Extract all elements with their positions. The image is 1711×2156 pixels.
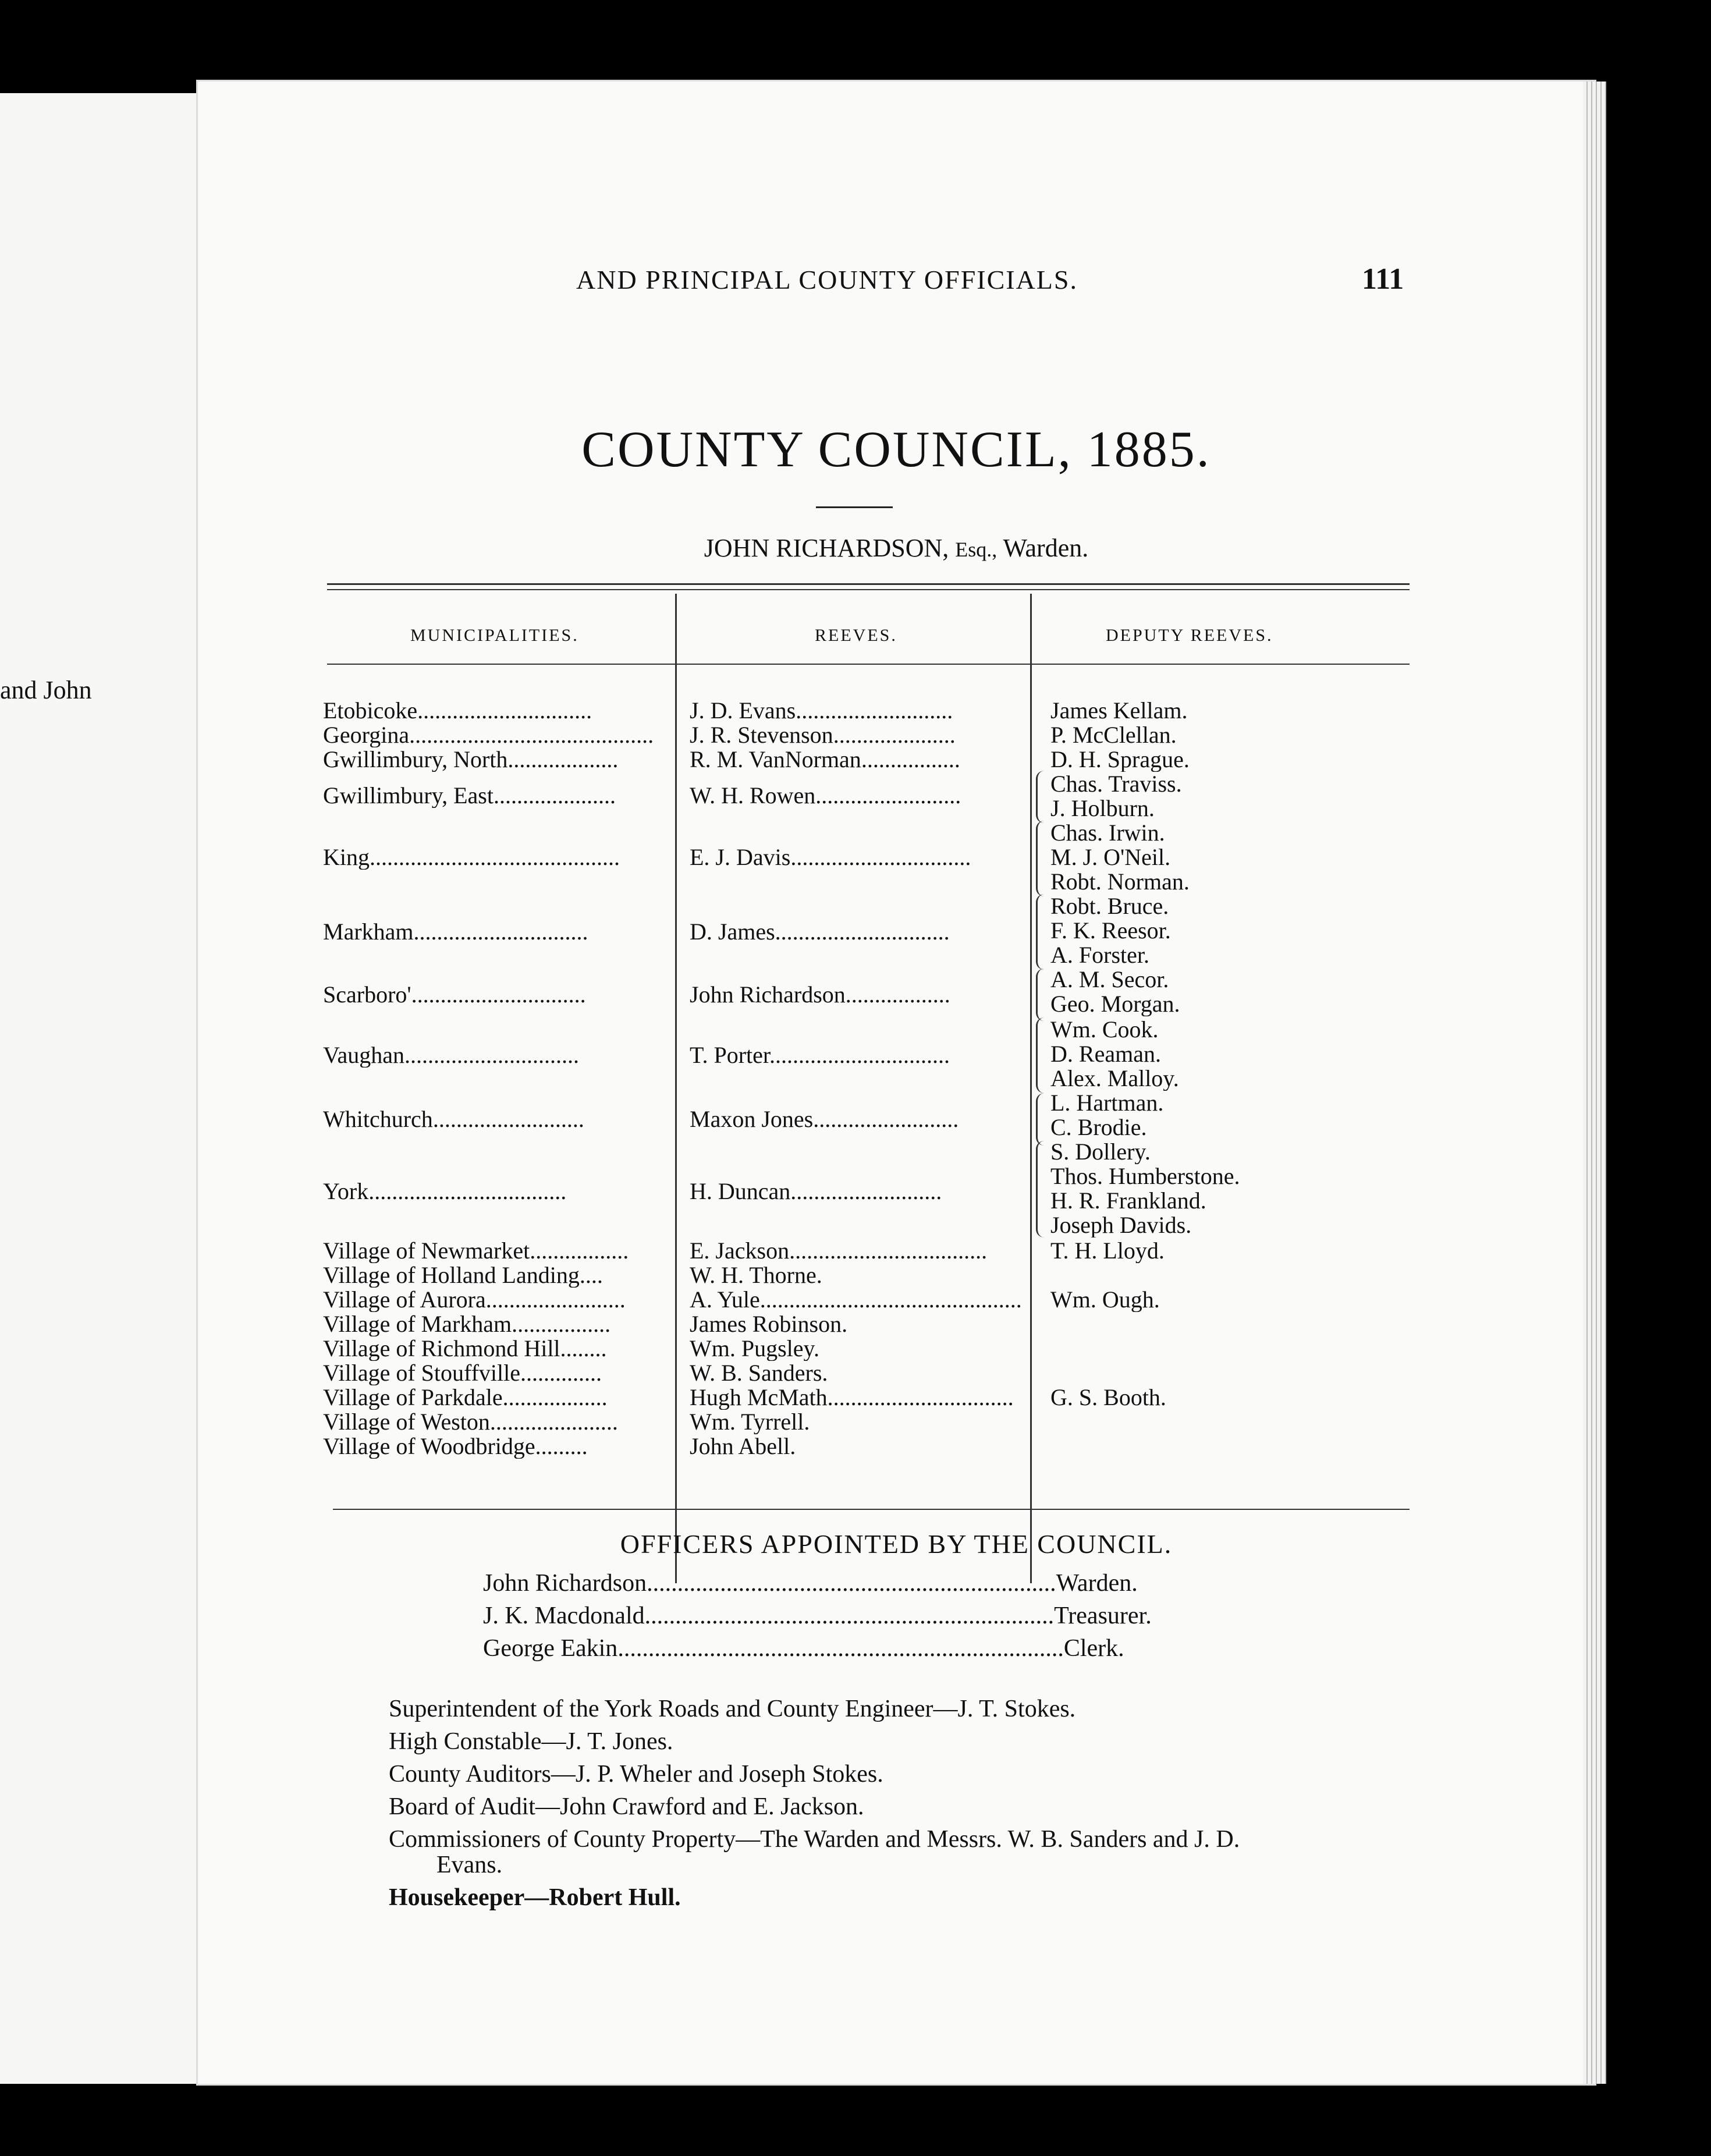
table-row-deputy: S. Dollery. (1050, 1140, 1151, 1164)
table-row-reeve: R. M. VanNorman................. (690, 747, 960, 772)
table-row-municipality: Gwillimbury, North................... (323, 747, 619, 772)
table-row-municipality: Village of Woodbridge......... (323, 1434, 588, 1459)
page-number: 111 (1362, 263, 1404, 296)
table-row-reeve: James Robinson. (690, 1312, 848, 1336)
table-row-deputy: T. H. Lloyd. (1050, 1239, 1165, 1263)
header-rule (676, 664, 1030, 665)
note-line: High Constable—J. T. Jones. (389, 1728, 673, 1755)
note-line-housekeeper: Housekeeper—Robert Hull. (389, 1884, 681, 1911)
facing-page-text-fragment: and John (0, 676, 92, 704)
header-rule (1031, 664, 1410, 665)
table-row-deputy: D. Reaman. (1050, 1042, 1161, 1066)
brace (1036, 771, 1045, 823)
header-rule (327, 664, 675, 665)
table-row-municipality: Village of Parkdale.................. (323, 1385, 608, 1410)
table-row-municipality: Vaughan.............................. (323, 1043, 579, 1068)
warden-title: Warden. (1003, 534, 1089, 562)
table-row-municipality: Scarboro'.............................. (323, 983, 586, 1007)
table-row-municipality: Village of Aurora........................ (323, 1288, 626, 1312)
table-row-deputy: L. Hartman. (1050, 1091, 1164, 1115)
table-row-deputy: D. H. Sprague. (1050, 747, 1190, 772)
table-row-deputy: P. McClellan. (1050, 723, 1177, 747)
table-row-deputy: Wm. Cook. (1050, 1017, 1159, 1042)
table-row-reeve: Hugh McMath................................ (690, 1385, 1014, 1410)
table-row-reeve: Wm. Tyrrell. (690, 1410, 810, 1434)
table-row-reeve: A. Yule............................................. (690, 1288, 1022, 1312)
table-row-deputy: James Kellam. (1050, 698, 1188, 723)
table-row-reeve: J. D. Evans........................... (690, 698, 953, 723)
table-row-deputy: Geo. Morgan. (1050, 992, 1180, 1016)
table-row-municipality: King........................................... (323, 845, 620, 870)
column-header-reeves: REEVES. (815, 626, 897, 645)
table-row-deputy: C. Brodie. (1050, 1115, 1147, 1140)
table-row-deputy: Robt. Bruce. (1050, 894, 1169, 919)
table-row-deputy: Wm. Ough. (1050, 1288, 1160, 1312)
table-row-deputy: Chas. Irwin. (1050, 821, 1165, 845)
table-row-municipality: Markham.............................. (323, 920, 588, 944)
brace (1036, 1141, 1045, 1237)
officer-line: John Richardson...................................................................Warden. (483, 1570, 1138, 1597)
officer-line: George Eakin.........................................................................Clerk. (483, 1635, 1124, 1662)
table-row-deputy: A. Forster. (1050, 943, 1149, 967)
table-row-reeve: W. H. Rowen......................... (690, 783, 961, 808)
table-row-reeve: T. Porter............................... (690, 1043, 950, 1068)
brace (1036, 969, 1045, 1021)
brace (1036, 821, 1045, 896)
table-row-deputy: Chas. Traviss. (1050, 772, 1182, 796)
table-row-municipality: Etobicoke.............................. (323, 698, 592, 723)
table-row-municipality: Village of Stouffville.............. (323, 1361, 602, 1385)
column-header-deputy-reeves: DEPUTY REEVES. (1106, 626, 1273, 645)
table-row-municipality: Georgina.......................................... (323, 723, 654, 747)
table-row-deputy: Alex. Malloy. (1050, 1066, 1179, 1091)
table-row-municipality: York.................................. (323, 1179, 567, 1204)
note-line-continuation: Evans. (436, 1852, 503, 1878)
table-row-reeve: D. James.............................. (690, 920, 950, 944)
officers-heading: OFFICERS APPOINTED BY THE COUNCIL. (620, 1529, 1173, 1559)
note-line: Superintendent of the York Roads and County Engineer—J. T. Stokes. (389, 1696, 1076, 1722)
table-top-rule-2 (327, 589, 1410, 590)
table-row-reeve: W. B. Sanders. (690, 1361, 828, 1385)
page-title: COUNTY COUNCIL, 1885. (581, 421, 1211, 478)
facing-page (0, 93, 219, 2084)
title-rule (816, 506, 893, 508)
table-row-municipality: Gwillimbury, East..................... (323, 783, 616, 808)
table-row-reeve: J. R. Stevenson..................... (690, 723, 956, 747)
warden-esq: Esq., (955, 538, 998, 561)
table-row-reeve: E. J. Davis............................... (690, 845, 971, 870)
table-row-reeve: H. Duncan.......................... (690, 1179, 942, 1204)
table-row-reeve: Maxon Jones......................... (690, 1107, 959, 1132)
table-row-deputy: Thos. Humberstone. (1050, 1164, 1240, 1189)
column-header-municipalities: MUNICIPALITIES. (410, 626, 579, 645)
table-row-reeve: John Richardson.................. (690, 983, 950, 1007)
note-line: County Auditors—J. P. Wheler and Joseph Stokes. (389, 1761, 883, 1788)
table-top-rule (327, 583, 1410, 585)
table-row-deputy: Joseph Davids. (1050, 1213, 1192, 1237)
table-row-reeve: Wm. Pugsley. (690, 1336, 819, 1361)
page-edge (1583, 81, 1606, 2084)
officer-line: J. K. Macdonald...................................................................Treasurer. (483, 1602, 1152, 1629)
note-line: Board of Audit—John Crawford and E. Jackson. (389, 1793, 864, 1820)
table-row-deputy: F. K. Reesor. (1050, 919, 1171, 943)
table-row-reeve: W. H. Thorne. (690, 1263, 822, 1288)
warden-name: JOHN RICHARDSON, (704, 534, 949, 562)
table-row-reeve: John Abell. (690, 1434, 796, 1459)
running-head: AND PRINCIPAL COUNTY OFFICIALS. (576, 265, 1078, 295)
table-row-municipality: Village of Richmond Hill........ (323, 1336, 607, 1361)
table-row-municipality: Village of Holland Landing.... (323, 1263, 603, 1288)
table-row-reeve: E. Jackson.................................. (690, 1239, 988, 1263)
table-row-municipality: Village of Newmarket................. (323, 1239, 629, 1263)
brace (1036, 894, 1045, 970)
table-row-municipality: Village of Weston...................... (323, 1410, 618, 1434)
brace (1036, 1017, 1045, 1093)
table-row-municipality: Village of Markham................. (323, 1312, 611, 1336)
document-page (198, 81, 1595, 2084)
table-row-deputy: G. S. Booth. (1050, 1385, 1166, 1410)
brace (1036, 1093, 1045, 1146)
table-row-municipality: Whitchurch.......................... (323, 1107, 584, 1132)
table-row-deputy: A. M. Secor. (1050, 967, 1169, 992)
table-row-deputy: J. Holburn. (1050, 796, 1155, 821)
note-line: Commissioners of County Property—The Warden and Messrs. W. B. Sanders and J. D. (389, 1826, 1240, 1853)
table-bottom-rule (333, 1509, 1410, 1510)
table-row-deputy: M. J. O'Neil. (1050, 845, 1171, 870)
table-row-deputy: H. R. Frankland. (1050, 1189, 1206, 1213)
warden-line (198, 533, 1595, 563)
table-row-deputy: Robt. Norman. (1050, 870, 1190, 894)
